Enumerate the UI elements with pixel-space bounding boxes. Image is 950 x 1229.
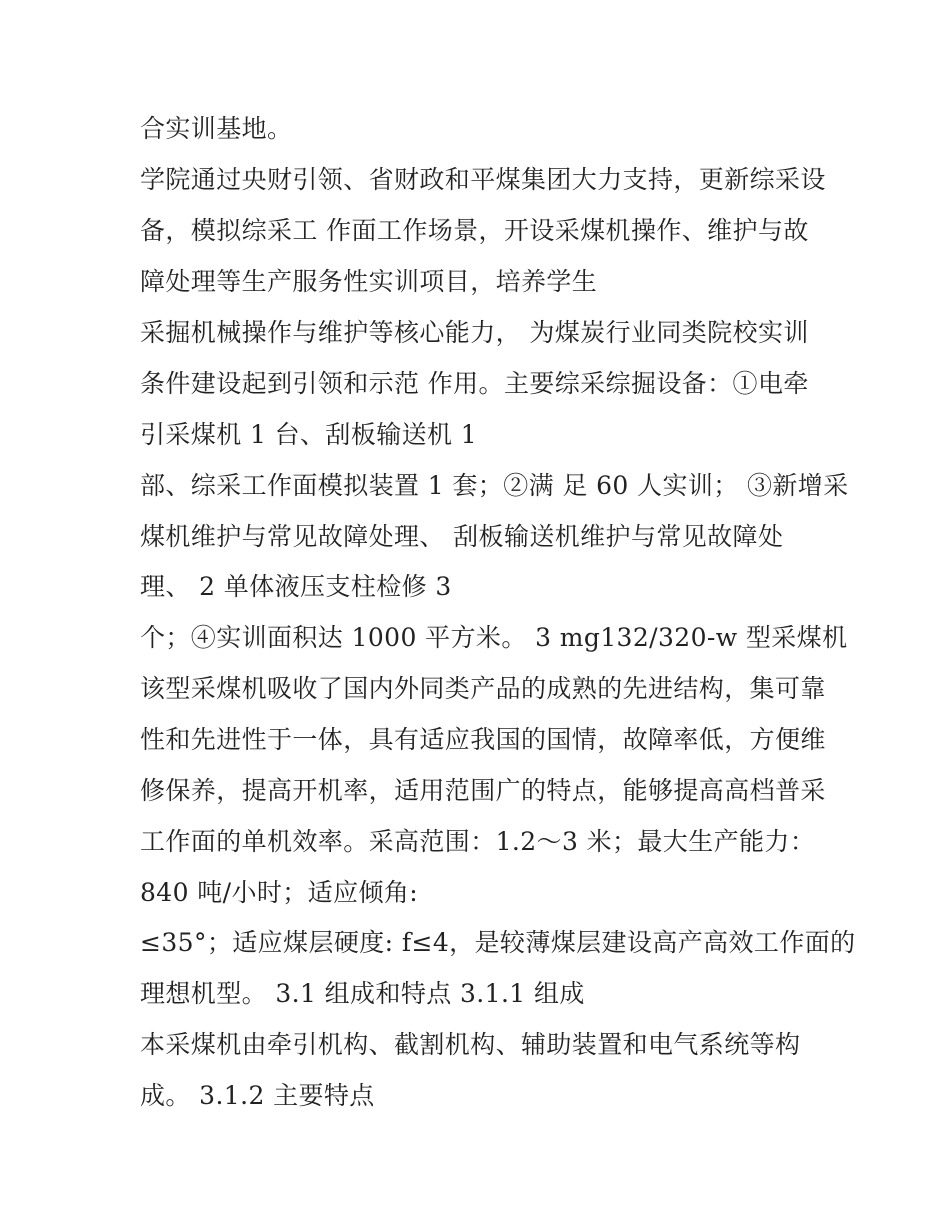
text-line: 成。 3.1.2 主要特点	[140, 1081, 375, 1110]
text-line: 840 吨/小时；适应倾角:	[140, 878, 419, 907]
text-line: 部、综采工作面模拟装置 1 套；②满 足 60 人实训； ③新增采	[140, 471, 849, 500]
text-line: 采掘机械操作与维护等核心能力， 为煤炭行业同类院校实训	[140, 318, 809, 347]
text-line: 工作面的单机效率。采高范围：1.2～3 米；最大生产能力：	[140, 827, 816, 856]
text-line: 本采煤机由牵引机构、截割机构、辅助装置和电气系统等构	[140, 1030, 801, 1059]
text-line: 修保养，提高开机率，适用范围广的特点，能够提高高档普采	[140, 776, 826, 805]
text-line: 煤机维护与常见故障处理、 刮板输送机维护与常见故障处	[140, 522, 784, 551]
text-line: 理、 2 单体液压支柱检修 3	[140, 572, 452, 601]
text-line: 该型采煤机吸收了国内外同类产品的成熟的先进结构，集可靠	[140, 674, 826, 703]
text-line: 学院通过央财引领、省财政和平煤集团大力支持，更新综采设	[140, 165, 826, 194]
text-line: 备，模拟综采工 作面工作场景，开设采煤机操作、维护与故	[140, 216, 809, 245]
text-line: 理想机型。 3.1 组成和特点 3.1.1 组成	[140, 979, 585, 1008]
text-line: 障处理等生产服务性实训项目，培养学生	[140, 267, 598, 296]
text-line: 条件建设起到引领和示范 作用。主要综采综掘设备：①电牵	[140, 369, 809, 398]
text-line: 合实训基地。	[140, 114, 293, 143]
text-line: ≤35°；适应煤层硬度: f≤4，是较薄煤层建设高产高效工作面的	[140, 928, 856, 957]
text-line: 引采煤机 1 台、刮板输送机 1	[140, 420, 478, 449]
text-line: 性和先进性于一体，具有适应我国的国情，故障率低，方便维	[140, 725, 826, 754]
text-line: 个；④实训面积达 1000 平方米。 3 mg132/320-w 型采煤机	[140, 623, 848, 652]
